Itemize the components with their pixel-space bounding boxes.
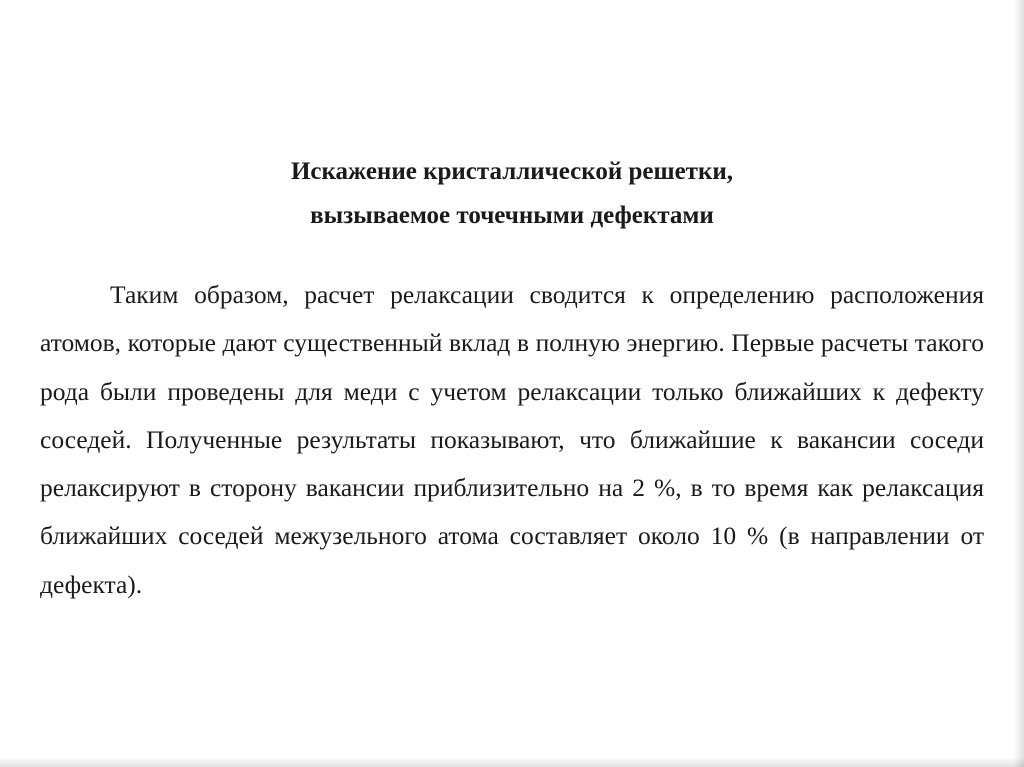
body-paragraph: Таким образом, расчет релаксации сводится к определению расположения атомов, которые дают существенный вклад в полную энергию. Первые расчеты такого рода были проведены для меди с учетом релаксации только ближайших к дефекту соседей. Полученные результаты показывают, что ближайшие к вакансии соседи релаксируют в сторону вакансии приблизительно на 2 %, в то время как релаксация ближайших соседей межузельного атома составляет около 10 % (в направлении от дефекта).: [40, 280, 984, 599]
title-line-2: вызываемое точечными дефектами: [310, 202, 714, 229]
slide-shadow-right: [1014, 0, 1024, 767]
slide-title: [40, 150, 984, 238]
title-line-1: Искажение кристаллической решетки,: [290, 158, 734, 185]
slide-shadow-bottom: [0, 757, 1024, 767]
